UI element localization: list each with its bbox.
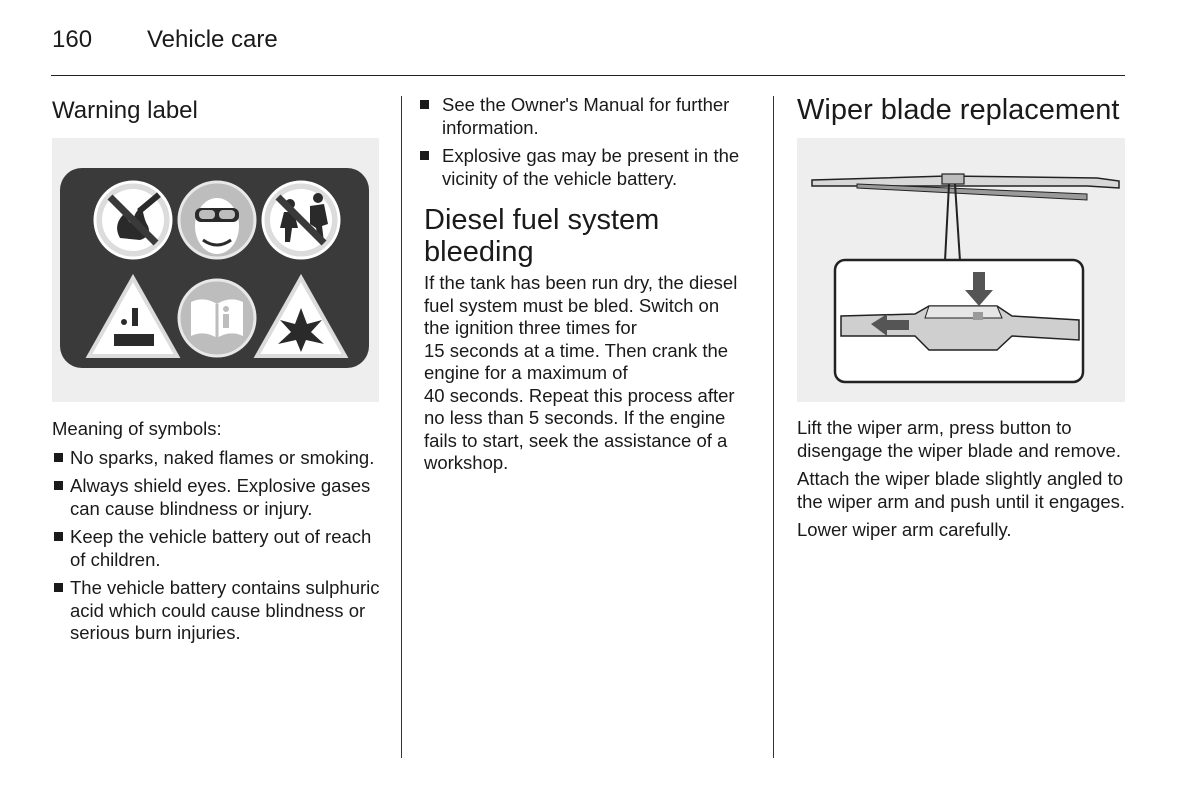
list-item: Always shield eyes. Explosive gases can cause blindness or injury. [52, 475, 382, 520]
section-title: Vehicle care [147, 26, 278, 53]
warning-symbols-illustration [52, 138, 379, 402]
list-item: Keep the vehicle battery out of reach of children. [52, 526, 382, 571]
wiper-instructions [797, 417, 1127, 542]
wiper-blade-illustration [797, 138, 1125, 402]
column-warning-label [52, 94, 382, 651]
wiper-blade-figure [797, 138, 1125, 402]
eye-protection-icon [179, 182, 255, 258]
symbols-list [52, 447, 382, 645]
list-item: No sparks, naked flames or smoking. [52, 447, 382, 470]
warning-label-figure [52, 138, 379, 402]
no-flames-icon [95, 182, 171, 258]
keep-children-away-icon [263, 182, 339, 258]
wiper-step-2: Attach the wiper blade slightly angled to the wiper arm and push until it engages. [797, 468, 1126, 512]
diesel-heading: Diesel fuel system bleeding [424, 204, 660, 268]
list-item: See the Owner's Manual for further information. [418, 94, 754, 139]
meaning-of-symbols: Meaning of symbols: [52, 418, 222, 439]
column-wiper [797, 94, 1127, 548]
list-item: Explosive gas may be present in the vicinity of the vehicle battery. [418, 145, 754, 190]
wiper-step-1: Lift the wiper arm, press button to disengage the wiper blade and remove. [797, 417, 1121, 461]
warning-label-heading: Warning label [52, 97, 198, 124]
wiper-heading: Wiper blade replacement [797, 94, 1120, 126]
read-manual-icon [179, 280, 255, 356]
list-item: The vehicle battery contains sulphuric acid which could cause blindness or serious burn injuries. [52, 577, 382, 645]
diesel-body: If the tank has been run dry, the diesel fuel system must be bled. Switch on the ignition three times for 15 seconds at a time. Then crank the engine for a maximum of 40 seconds. Repeat this process after no less than 5 seconds. If the engine fails to start, seek the assistance of a workshop. [424, 272, 738, 473]
column-divider-1 [401, 96, 402, 758]
wiper-step-3: Lower wiper arm carefully. [797, 519, 1012, 540]
battery-warning-list [418, 94, 754, 190]
column-diesel [424, 94, 754, 475]
page-number: 160 [52, 26, 93, 53]
header-rule [51, 75, 1125, 76]
column-divider-2 [773, 96, 774, 758]
